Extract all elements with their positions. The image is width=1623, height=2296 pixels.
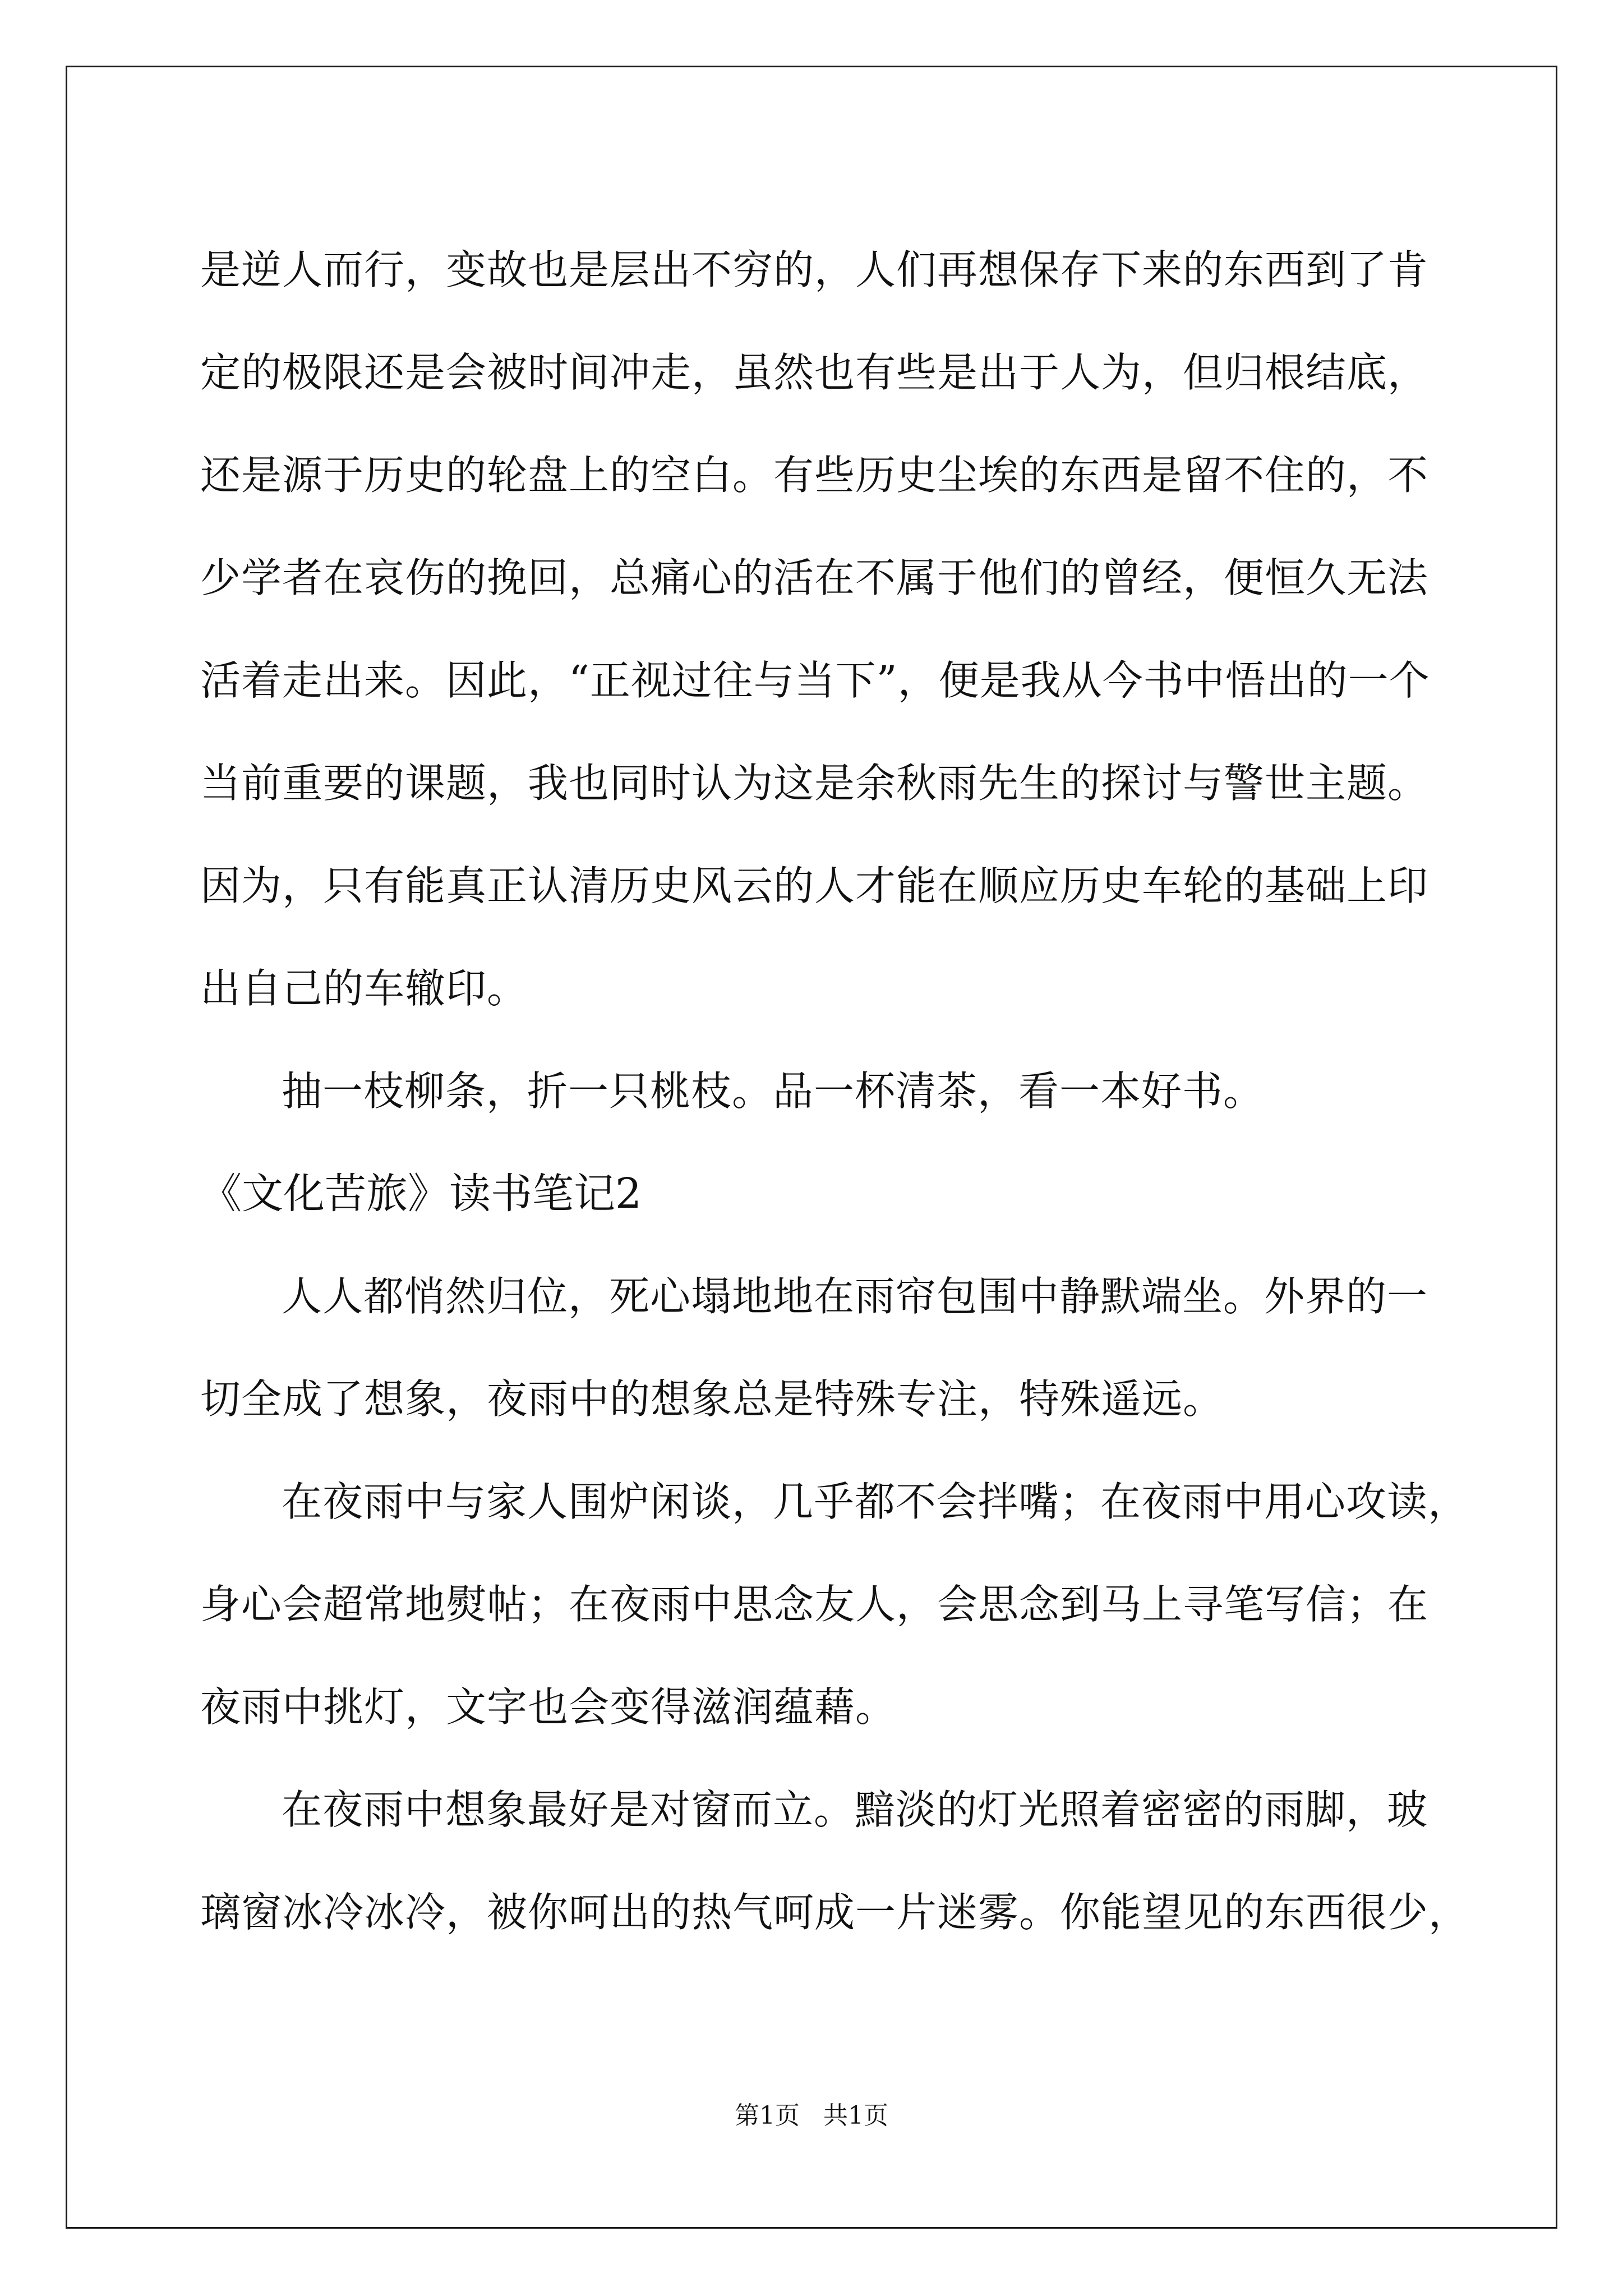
page-total: 共1页	[823, 2101, 888, 2130]
body-line: 切全成了想象，夜雨中的想象总是特殊专注，特殊遥远。	[200, 1375, 1224, 1423]
body-line: 人人都悄然归位，死心塌地地在雨帘包围中静默端坐。外界的一	[282, 1273, 1428, 1320]
body-line: 夜雨中挑灯，文字也会变得滋润蕴藉。	[200, 1683, 897, 1731]
body-line: 出自己的车辙印。	[200, 965, 528, 1012]
body-line: 当前重要的课题，我也同时认为这是余秋雨先生的探讨与警世主题。	[200, 760, 1429, 807]
body-line: 璃窗冰冷冰冷，被你呵出的热气呵成一片迷雾。你能望见的东西很少，	[200, 1889, 1470, 1936]
page-footer	[0, 2095, 1623, 2131]
body-line: 抽一枝柳条，折一只桃枝。品一杯清茶，看一本好书。	[282, 1068, 1265, 1115]
body-line: 是逆人而行，变故也是层出不穷的，人们再想保存下来的东西到了肯	[200, 246, 1429, 293]
page-number: 第1页	[735, 2101, 800, 2130]
body-line: 因为，只有能真正认清历史风云的人才能在顺应历史车轮的基础上印	[200, 862, 1429, 909]
body-line: 在夜雨中与家人围炉闲谈，几乎都不会拌嘴；在夜雨中用心攻读，	[282, 1478, 1469, 1525]
body-line: 在夜雨中想象最好是对窗而立。黯淡的灯光照着密密的雨脚，玻	[282, 1786, 1428, 1833]
body-line: 定的极限还是会被时间冲走，虽然也有些是出于人为，但归根结底，	[200, 349, 1429, 396]
body-line: 少学者在哀伤的挽回，总痛心的活在不属于他们的曾经，便恒久无法	[200, 554, 1429, 601]
section-heading: 《文化苦旅》读书笔记2	[200, 1170, 642, 1218]
body-line: 活着走出来。因此，“正视过往与当下”，便是我从今书中悟出的一个	[200, 657, 1430, 704]
body-line: 身心会超常地熨帖；在夜雨中思念友人，会思念到马上寻笔写信；在	[200, 1581, 1429, 1628]
body-line: 还是源于历史的轮盘上的空白。有些历史尘埃的东西是留不住的，不	[200, 452, 1429, 499]
document-body	[200, 219, 1470, 1964]
